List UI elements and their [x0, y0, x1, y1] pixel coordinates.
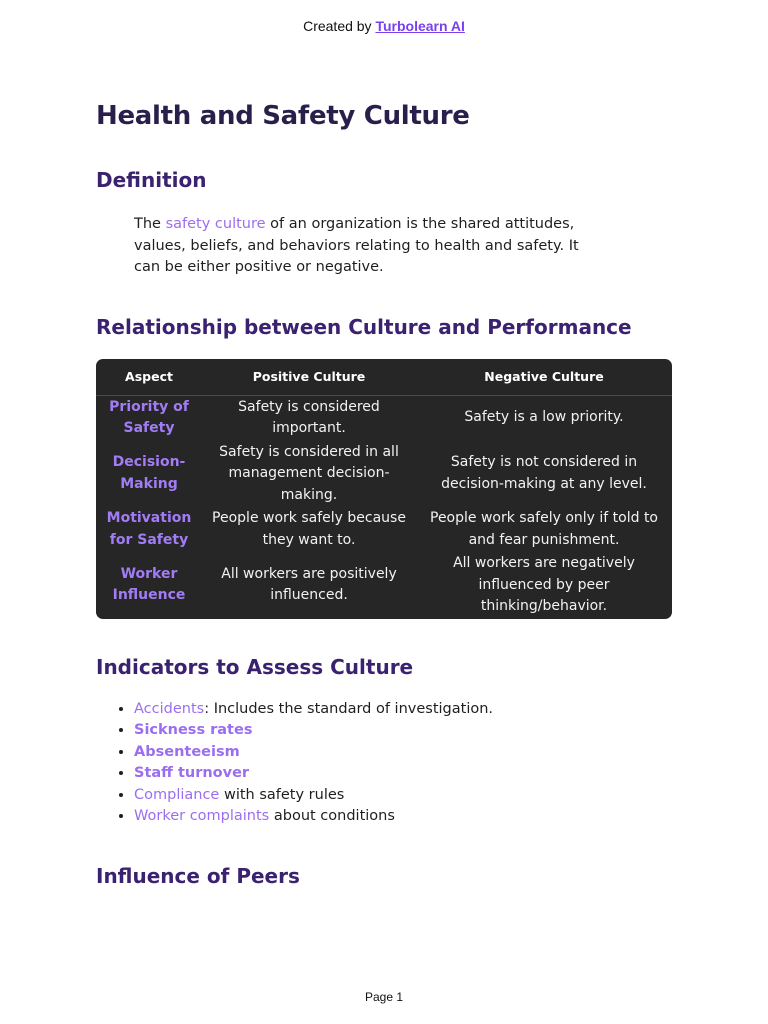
definition-text-start: The	[134, 216, 166, 232]
peers-heading: Influence of Peers	[96, 863, 300, 888]
column-header-positive: Positive Culture	[202, 359, 416, 396]
aspect-cell: Priority of Safety	[109, 398, 189, 436]
negative-cell: Safety is not considered in decision-making at any level.	[441, 454, 647, 492]
indicator-term: Staff turnover	[134, 765, 250, 781]
list-item	[134, 720, 676, 742]
column-header-negative: Negative Culture	[416, 359, 672, 396]
list-item	[134, 742, 676, 764]
indicators-heading: Indicators to Assess Culture	[96, 654, 414, 679]
definition-text-end: of an organization is the shared attitudes, values, beliefs, and behaviors relating to health and safety. It can be either positive or negative.	[134, 216, 579, 275]
table-row	[96, 552, 672, 619]
negative-cell: People work safely only if told to and fear punishment.	[430, 510, 658, 548]
indicators-list	[96, 699, 676, 828]
table-header-row	[96, 359, 672, 396]
positive-cell: People work safely because they want to.	[212, 510, 406, 548]
column-header-aspect: Aspect	[96, 359, 202, 396]
indicator-detail: about conditions	[269, 808, 395, 824]
page-title: Health and Safety Culture	[96, 101, 470, 131]
positive-cell: All workers are positively influenced.	[221, 565, 397, 604]
turbolearn-link[interactable]: Turbolearn AI	[375, 18, 465, 34]
negative-cell: All workers are negatively influenced by peer thinking/behavior.	[453, 555, 635, 614]
table-row	[96, 507, 672, 552]
safety-culture-term: safety culture	[165, 216, 266, 232]
aspect-cell: Decision-Making	[112, 454, 186, 492]
list-item	[134, 806, 676, 828]
table-row	[96, 441, 672, 508]
indicator-term: Accidents	[134, 700, 205, 717]
indicator-term: Worker complaints	[134, 808, 270, 824]
culture-comparison-table	[96, 359, 672, 619]
page-number: Page 1	[364, 990, 404, 1004]
negative-cell: Safety is a low priority.	[464, 409, 624, 426]
aspect-cell: Worker Influence	[112, 565, 186, 604]
indicator-detail: with safety rules	[219, 786, 345, 803]
list-item	[134, 785, 676, 807]
definition-paragraph	[134, 214, 604, 279]
credit-line	[0, 18, 768, 34]
list-item	[134, 763, 676, 785]
definition-heading: Definition	[96, 168, 207, 192]
indicator-term: Compliance	[134, 786, 220, 803]
credit-prefix: Created by	[303, 18, 376, 34]
list-item	[134, 699, 676, 721]
indicator-term: Sickness rates	[134, 722, 253, 738]
aspect-cell: Motivation for Safety	[106, 510, 192, 548]
indicator-detail: : Includes the standard of investigation.	[204, 700, 494, 717]
indicator-term: Absenteeism	[134, 743, 240, 760]
relationship-heading: Relationship between Culture and Performance	[96, 314, 632, 339]
positive-cell: Safety is considered in all management decision-making.	[219, 443, 399, 503]
table-row	[96, 396, 672, 441]
document-body	[96, 98, 676, 890]
positive-cell: Safety is considered important.	[238, 398, 380, 436]
